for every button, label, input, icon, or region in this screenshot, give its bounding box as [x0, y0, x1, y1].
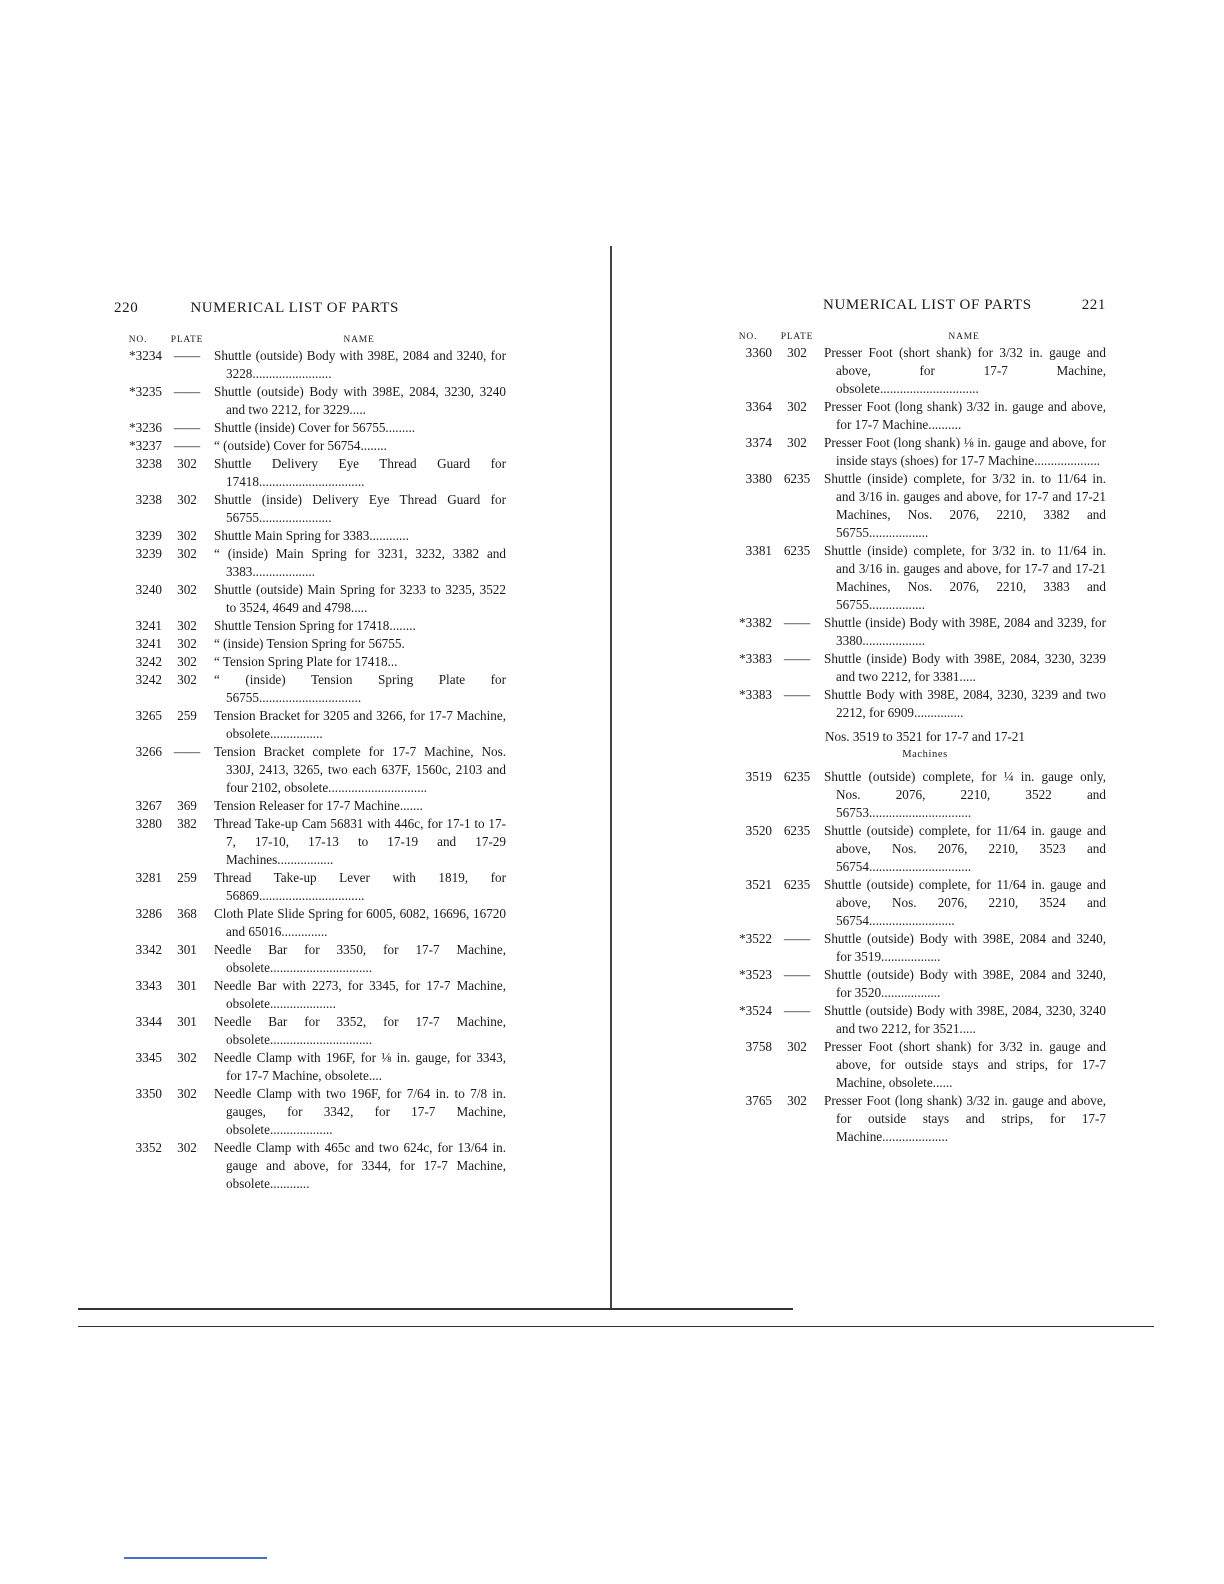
parts-list	[114, 347, 506, 1193]
part-number: *3236	[129, 420, 162, 435]
part-number: 3344	[135, 1014, 162, 1029]
part-name: Tension Bracket complete for 17-7 Machine, Nos. 330J, 2413, 3265, two each 637F, 1560c, 2103 and four 2102, obsolete..............................	[214, 744, 506, 795]
part-number: 3350	[135, 1086, 162, 1101]
part-name: Shuttle Main Spring for 3383............	[214, 528, 409, 543]
plate-number: 382	[177, 816, 197, 831]
list-item	[724, 398, 1106, 434]
plate-number: 301	[177, 1014, 197, 1029]
part-number: 3241	[135, 636, 162, 651]
plate-number: 302	[177, 1086, 197, 1101]
part-name: Shuttle (inside) complete, for 3/32 in. to 11/64 in. and 3/16 in. gauges and above, for 17-7 and 17-21 Machines, Nos. 2076, 2210, 3382 and 56755..................	[824, 471, 1106, 540]
bottom-rule	[78, 1326, 1154, 1327]
part-number: 3364	[745, 399, 772, 414]
plate-number: ——	[783, 615, 811, 630]
list-item	[114, 581, 506, 617]
page-number: 221	[1081, 297, 1106, 313]
part-name: Tension Releaser for 17-7 Machine.......	[214, 798, 423, 813]
part-number: 3267	[135, 798, 162, 813]
list-item	[114, 437, 506, 455]
plate-number: 259	[177, 708, 197, 723]
plate-number: 302	[177, 672, 197, 687]
list-item	[114, 635, 506, 653]
part-name: “ Tension Spring Plate for 17418...	[214, 654, 398, 669]
plate-number: 6235	[783, 769, 811, 784]
part-name: “ (inside) Tension Spring for 56755.	[214, 636, 405, 651]
plate-number: 302	[177, 456, 197, 471]
parts-list	[724, 344, 1106, 722]
part-name: Shuttle Tension Spring for 17418........	[214, 618, 416, 633]
list-item	[724, 1002, 1106, 1038]
plate-number: 368	[177, 906, 197, 921]
part-name: Tension Bracket for 3205 and 3266, for 17-7 Machine, obsolete................	[214, 708, 506, 741]
plate-number: 302	[177, 618, 197, 633]
list-item	[724, 768, 1106, 822]
part-name: Cloth Plate Slide Spring for 6005, 6082, 16696, 16720 and 65016..............	[214, 906, 506, 939]
part-number: 3239	[135, 546, 162, 561]
plate-number: 259	[177, 870, 197, 885]
list-item	[114, 1013, 506, 1049]
plate-number: ——	[173, 384, 201, 399]
part-name: Needle Clamp with 465c and two 624c, for 13/64 in. gauge and above, for 3344, for 17-7 Machine, obsolete............	[214, 1140, 506, 1191]
part-number: *3383	[739, 651, 772, 666]
section-note-line: Nos. 3519 to 3521 for 17-7 and 17-21	[825, 729, 1025, 744]
part-number: 3765	[745, 1093, 772, 1108]
part-name: Shuttle (outside) complete, for 11/64 in. gauge and above, Nos. 2076, 2210, 3524 and 56754..........................	[824, 877, 1106, 928]
part-number: 3242	[135, 672, 162, 687]
part-number: *3523	[739, 967, 772, 982]
part-number: *3522	[739, 931, 772, 946]
plate-number: 302	[177, 1140, 197, 1155]
list-item	[114, 1049, 506, 1085]
part-name: Thread Take-up Cam 56831 with 446c, for 17-1 to 17-7, 17-10, 17-13 to 17-19 and 17-29 Machines.................	[214, 816, 506, 867]
part-name: Presser Foot (short shank) for 3/32 in. gauge and above, for outside stays and strips, for 17-7 Machine, obsolete......	[824, 1039, 1106, 1090]
plate-number: 302	[787, 399, 807, 414]
part-number: *3235	[129, 384, 162, 399]
part-number: 3521	[745, 877, 772, 892]
plate-number: 302	[177, 654, 197, 669]
part-name: Shuttle (outside) Body with 398E, 2084, 3230, 3240 and two 2212, for 3521.....	[824, 1003, 1106, 1036]
part-number: 3374	[745, 435, 772, 450]
part-name: Shuttle Delivery Eye Thread Guard for 17418................................	[214, 456, 506, 489]
part-name: Presser Foot (long shank) 3/32 in. gauge and above, for outside stays and strips, for 17-7 Machine....................	[824, 1093, 1106, 1144]
part-number: 3239	[135, 528, 162, 543]
part-name: “ (outside) Cover for 56754........	[214, 438, 387, 453]
part-name: Shuttle (outside) Main Spring for 3233 to 3235, 3522 to 3524, 4649 and 4798.....	[214, 582, 506, 615]
list-item	[114, 977, 506, 1013]
list-item	[724, 930, 1106, 966]
part-number: 3380	[745, 471, 772, 486]
part-name: Shuttle (outside) complete, for 11/64 in. gauge and above, Nos. 2076, 2210, 3523 and 56754...............................	[824, 823, 1106, 874]
part-name: Shuttle (outside) Body with 398E, 2084 and 3240, for 3519..................	[824, 931, 1106, 964]
part-number: *3382	[739, 615, 772, 630]
page-number: 220	[114, 300, 139, 316]
col-plate-header: PLATE	[780, 332, 814, 342]
list-item	[114, 671, 506, 707]
plate-number: ——	[173, 438, 201, 453]
list-item	[114, 743, 506, 797]
list-item	[724, 1038, 1106, 1092]
list-item	[114, 815, 506, 869]
part-name: Shuttle Body with 398E, 2084, 3230, 3239 and two 2212, for 6909...............	[824, 687, 1106, 720]
plate-number: 302	[787, 1039, 807, 1054]
part-number: 3280	[135, 816, 162, 831]
parts-list	[724, 768, 1106, 1146]
part-name: Thread Take-up Lever with 1819, for 56869................................	[214, 870, 506, 903]
part-number: 3345	[135, 1050, 162, 1065]
col-plate-header: PLATE	[170, 335, 204, 345]
list-item	[114, 347, 506, 383]
column-headers	[724, 332, 1106, 342]
part-number: 3265	[135, 708, 162, 723]
part-number: *3383	[739, 687, 772, 702]
part-name: Shuttle (outside) Body with 398E, 2084 and 3240, for 3228........................	[214, 348, 506, 381]
plate-number: 6235	[783, 877, 811, 892]
plate-number: 302	[177, 528, 197, 543]
list-item	[114, 797, 506, 815]
part-number: 3241	[135, 618, 162, 633]
list-item	[114, 419, 506, 437]
part-number: 3352	[135, 1140, 162, 1155]
part-name: Shuttle (inside) Body with 398E, 2084, 3230, 3239 and two 2212, for 3381.....	[824, 651, 1106, 684]
part-number: 3758	[745, 1039, 772, 1054]
col-name-header: NAME	[948, 332, 980, 342]
plate-number: 302	[787, 435, 807, 450]
part-number: 3519	[745, 769, 772, 784]
plate-number: ——	[783, 931, 811, 946]
left-page	[114, 300, 506, 1193]
part-name: Shuttle (inside) Body with 398E, 2084 and 3239, for 3380...................	[824, 615, 1106, 648]
list-item	[724, 686, 1106, 722]
bottom-rule	[78, 1308, 793, 1310]
list-item	[724, 470, 1106, 542]
part-number: 3238	[135, 492, 162, 507]
plate-number: 301	[177, 942, 197, 957]
left-page-header	[114, 300, 506, 317]
list-item	[114, 905, 506, 941]
col-no-header: NO.	[128, 335, 148, 345]
part-name: Shuttle (inside) complete, for 3/32 in. to 11/64 in. and 3/16 in. gauges and above, for 17-7 and 17-21 Machines, Nos. 2076, 2210, 3383 and 56755.................	[824, 543, 1106, 612]
part-number: 3360	[745, 345, 772, 360]
list-item	[724, 876, 1106, 930]
part-number: 3286	[135, 906, 162, 921]
section-note-line: Machines	[902, 749, 948, 760]
plate-number: 302	[177, 582, 197, 597]
plate-number: 302	[177, 1050, 197, 1065]
list-item	[724, 650, 1106, 686]
list-item	[114, 653, 506, 671]
plate-number: ——	[173, 420, 201, 435]
list-item	[724, 966, 1106, 1002]
list-item	[724, 344, 1106, 398]
col-no-header: NO.	[738, 332, 758, 342]
part-number: *3237	[129, 438, 162, 453]
list-item	[114, 545, 506, 581]
part-name: Presser Foot (short shank) for 3/32 in. gauge and above, for 17-7 Machine, obsolete..............................	[824, 345, 1106, 396]
part-number: 3242	[135, 654, 162, 669]
list-item	[114, 1139, 506, 1193]
part-number: *3524	[739, 1003, 772, 1018]
list-item	[114, 491, 506, 527]
plate-number: 302	[177, 636, 197, 651]
plate-number: 302	[787, 1093, 807, 1108]
plate-number: 6235	[783, 823, 811, 838]
plate-number: 302	[177, 492, 197, 507]
part-number: 3520	[745, 823, 772, 838]
part-name: Needle Bar for 3350, for 17-7 Machine, obsolete...............................	[214, 942, 506, 975]
part-name: Shuttle (outside) complete, for ¼ in. gauge only, Nos. 2076, 2210, 3522 and 56753...............................	[824, 769, 1106, 820]
part-name: Needle Bar for 3352, for 17-7 Machine, obsolete...............................	[214, 1014, 506, 1047]
list-item	[724, 1092, 1106, 1146]
part-name: Shuttle (inside) Delivery Eye Thread Guard for 56755......................	[214, 492, 506, 525]
part-number: 3342	[135, 942, 162, 957]
plate-number: 301	[177, 978, 197, 993]
part-number: 3266	[135, 744, 162, 759]
list-item	[114, 617, 506, 635]
page-title: NUMERICAL LIST OF PARTS	[823, 297, 1032, 313]
part-name: Needle Bar with 2273, for 3345, for 17-7 Machine, obsolete....................	[214, 978, 506, 1011]
column-headers	[114, 335, 506, 345]
plate-number: 369	[177, 798, 197, 813]
list-item	[724, 822, 1106, 876]
part-name: Shuttle (outside) Body with 398E, 2084 and 3240, for 3520..................	[824, 967, 1106, 1000]
part-name: Shuttle (outside) Body with 398E, 2084, 3230, 3240 and two 2212, for 3229.....	[214, 384, 506, 417]
col-name-header: NAME	[343, 335, 375, 345]
plate-number: ——	[783, 967, 811, 982]
link-underline	[124, 1557, 267, 1559]
plate-number: ——	[173, 744, 201, 759]
part-name: “ (inside) Main Spring for 3231, 3232, 3382 and 3383...................	[214, 546, 506, 579]
part-name: Presser Foot (long shank) ⅛ in. gauge and above, for inside stays (shoes) for 17-7 Machine....................	[824, 435, 1106, 468]
part-name: Needle Clamp with two 196F, for 7/64 in. to 7/8 in. gauges, for 3342, for 17-7 Machine, obsolete...................	[214, 1086, 506, 1137]
part-number: *3234	[129, 348, 162, 363]
plate-number: ——	[783, 1003, 811, 1018]
plate-number: 302	[787, 345, 807, 360]
list-item	[724, 614, 1106, 650]
list-item	[114, 941, 506, 977]
list-item	[114, 1085, 506, 1139]
list-item	[724, 542, 1106, 614]
section-note	[744, 728, 1106, 764]
part-name: Needle Clamp with 196F, for ⅛ in. gauge, for 3343, for 17-7 Machine, obsolete....	[214, 1050, 506, 1083]
page-gutter	[610, 246, 612, 1308]
list-item	[114, 455, 506, 491]
part-number: 3240	[135, 582, 162, 597]
right-page-header	[724, 297, 1106, 314]
list-item	[114, 383, 506, 419]
part-number: 3238	[135, 456, 162, 471]
right-page	[724, 297, 1106, 1146]
list-item	[724, 434, 1106, 470]
plate-number: 6235	[783, 471, 811, 486]
part-name: Shuttle (inside) Cover for 56755.........	[214, 420, 416, 435]
plate-number: 302	[177, 546, 197, 561]
part-number: 3343	[135, 978, 162, 993]
plate-number: ——	[783, 651, 811, 666]
plate-number: ——	[783, 687, 811, 702]
part-name: “ (inside) Tension Spring Plate for 56755...............................	[214, 672, 506, 705]
plate-number: 6235	[783, 543, 811, 558]
part-name: Presser Foot (long shank) 3/32 in. gauge and above, for 17-7 Machine..........	[824, 399, 1106, 432]
part-number: 3281	[135, 870, 162, 885]
part-number: 3381	[745, 543, 772, 558]
list-item	[114, 869, 506, 905]
plate-number: ——	[173, 348, 201, 363]
list-item	[114, 707, 506, 743]
page-title: NUMERICAL LIST OF PARTS	[190, 300, 399, 316]
list-item	[114, 527, 506, 545]
